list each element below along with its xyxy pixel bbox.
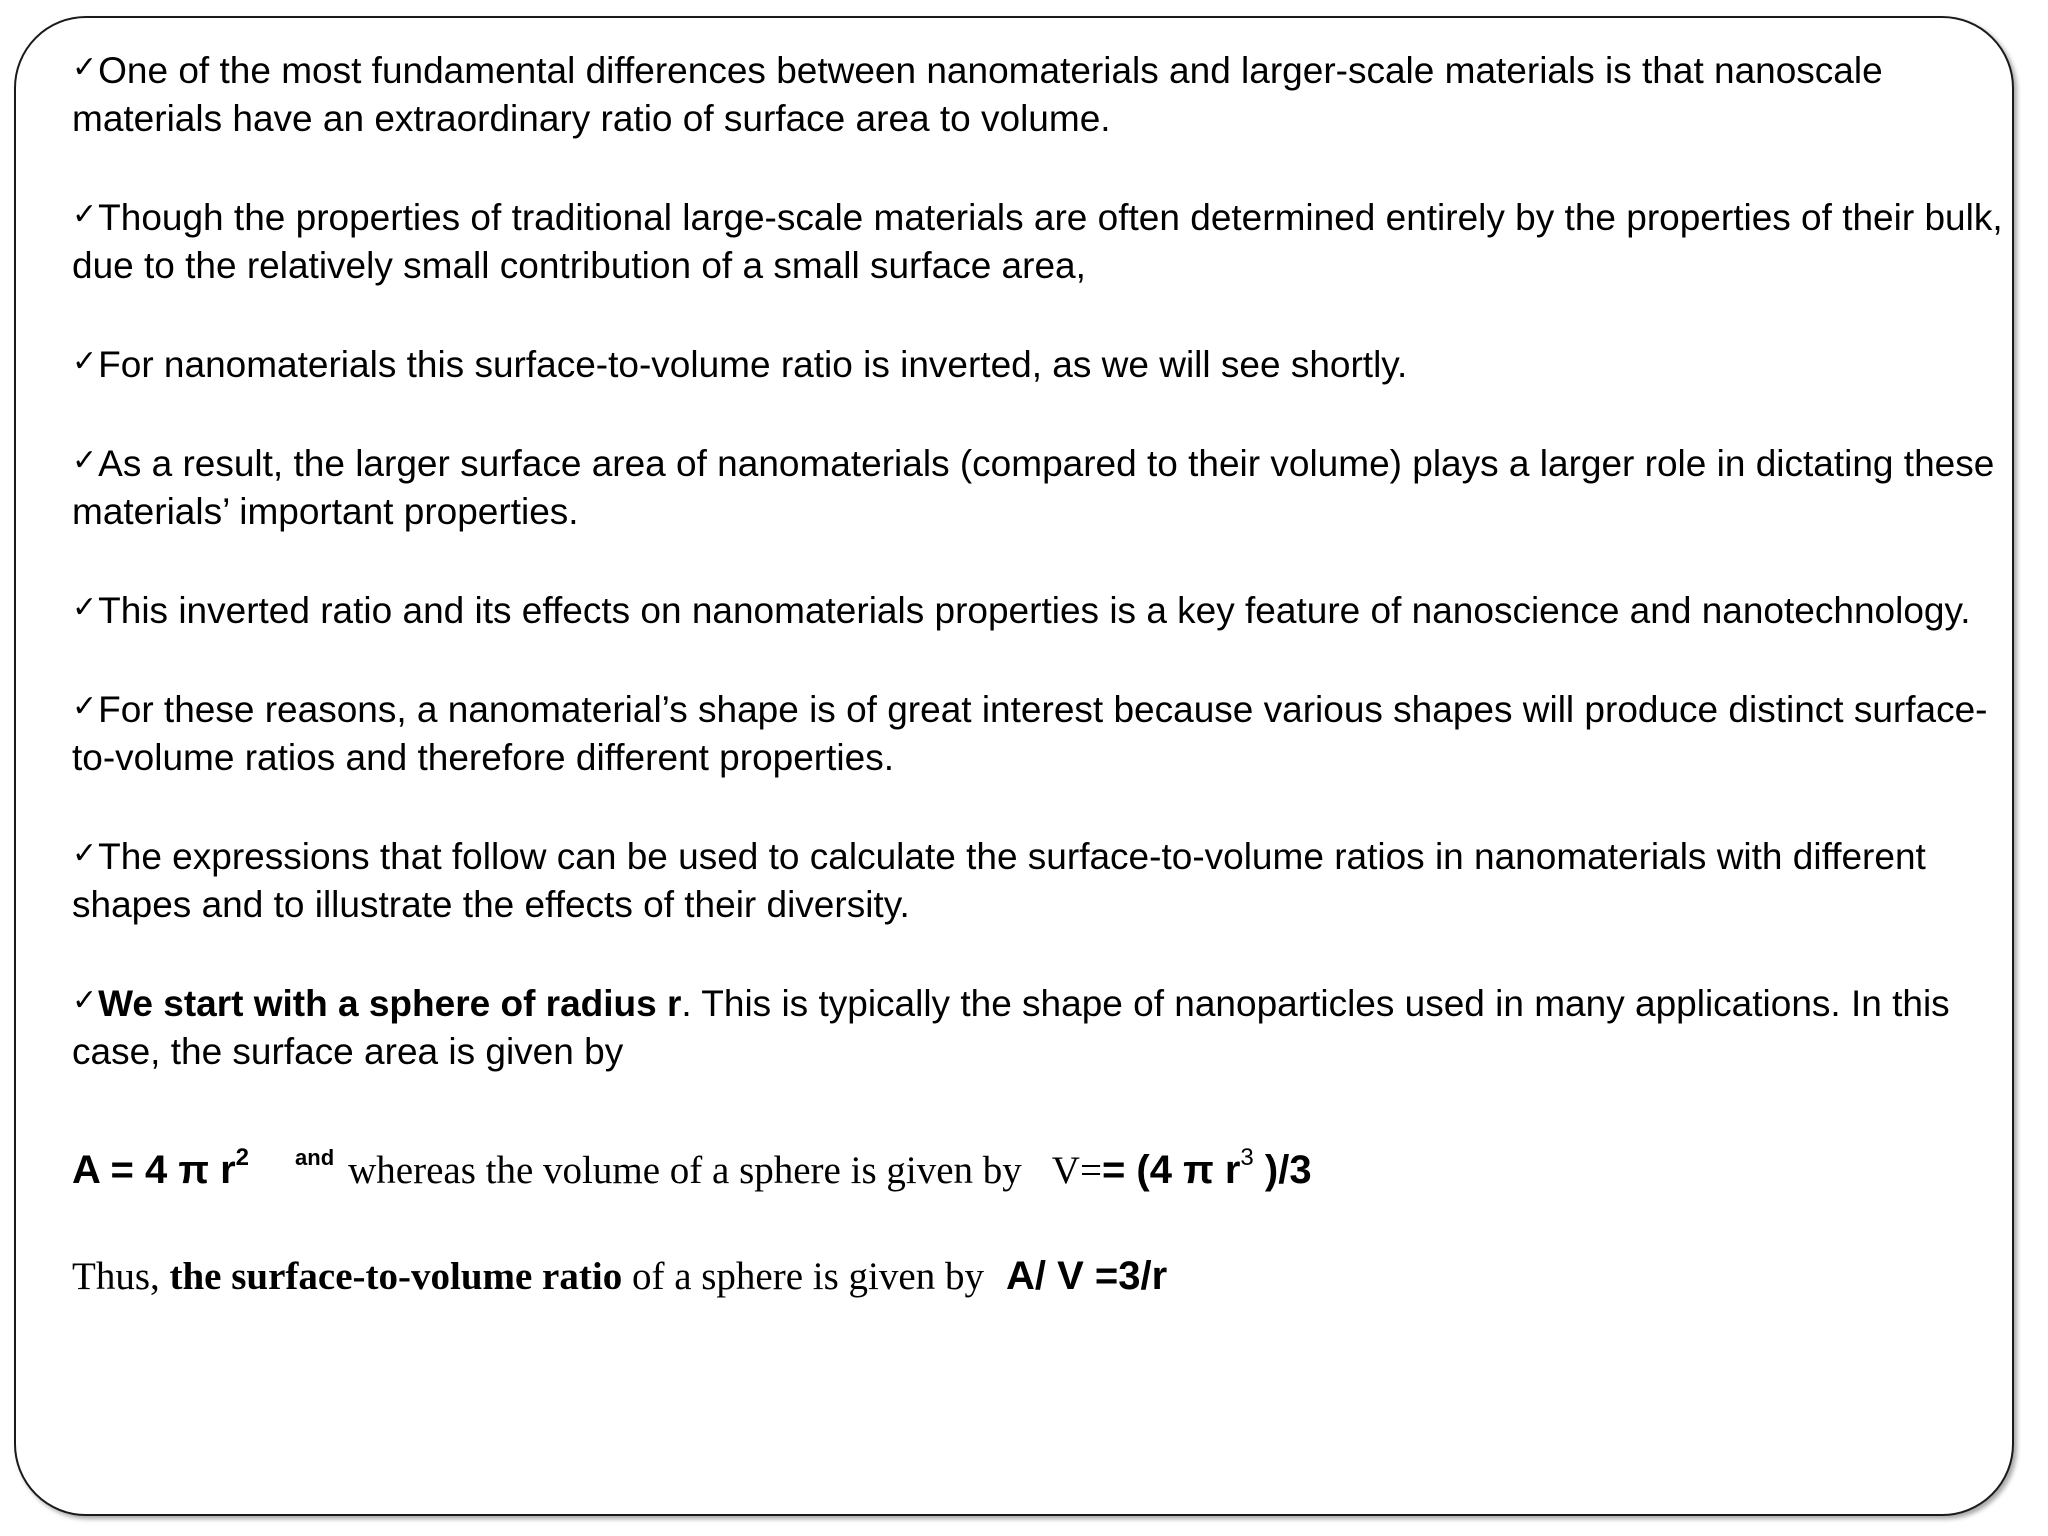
ratio-formula-line <box>72 1254 1167 1299</box>
area-exponent: 2 <box>235 1144 250 1171</box>
area-volume-formula-line <box>72 1144 1312 1193</box>
volume-description: whereas the volume of a sphere is given by <box>348 1149 1022 1192</box>
bullet-item <box>72 584 2012 635</box>
slide-content <box>72 44 2012 1124</box>
bullet-text: For these reasons, a nanomaterial’s shape is of great interest because various shapes will produce distinct surface-to-volume ratios and therefore different properties. <box>72 689 1988 778</box>
thus-label: Thus, <box>72 1255 170 1298</box>
checkmark-icon: ✓ <box>72 983 98 1018</box>
bullet-text: This inverted ratio and its effects on nanomaterials properties is a key feature of nanoscience and nanotechnology. <box>98 590 1971 631</box>
checkmark-icon: ✓ <box>72 836 98 871</box>
ratio-bold-phrase: the surface-to-volume ratio <box>169 1255 623 1298</box>
sphere-bold-phrase: We start with a sphere of radius r <box>98 983 682 1024</box>
ratio-description: of a sphere is given by <box>622 1255 984 1298</box>
volume-exponent: 3 <box>1240 1144 1254 1171</box>
bullet-item <box>72 44 2012 143</box>
sphere-bullet <box>72 977 2012 1076</box>
checkmark-icon: ✓ <box>72 689 98 724</box>
sphere-text: . This is typically the shape of nanoparticles used in many applications. In this case, the surface area is given by <box>72 983 1950 1072</box>
area-formula: A = 4 π r <box>72 1148 236 1192</box>
volume-formula-end: )/3 <box>1253 1148 1312 1192</box>
checkmark-icon: ✓ <box>72 197 98 232</box>
ratio-formula: A/ V =3/r <box>1005 1254 1168 1298</box>
bullet-text: For nanomaterials this surface-to-volume ratio is inverted, as we will see shortly. <box>98 344 1408 385</box>
bullet-text: Though the properties of traditional large-scale materials are often determined entirely by the properties of their bulk, due to the relatively small contribution of a small surface area, <box>72 197 2003 286</box>
checkmark-icon: ✓ <box>72 344 98 379</box>
bullet-text: As a result, the larger surface area of nanomaterials (compared to their volume) plays a larger role in dictating these materials’ important properties. <box>72 443 1995 532</box>
bullet-text: One of the most fundamental differences between nanomaterials and larger-scale materials is that nanoscale materials have an extraordinary ratio of surface area to volume. <box>72 50 1883 139</box>
bullet-item <box>72 437 2012 536</box>
volume-label: V= <box>1051 1149 1102 1192</box>
bullet-item <box>72 338 2012 389</box>
checkmark-icon: ✓ <box>72 50 98 85</box>
and-label: and <box>295 1145 335 1170</box>
volume-formula: = (4 π r <box>1101 1148 1241 1192</box>
bullet-text: The expressions that follow can be used to calculate the surface-to-volume ratios in nanomaterials with different shapes and to illustrate the effects of their diversity. <box>72 836 1926 925</box>
bullet-item <box>72 830 2012 929</box>
bullet-item <box>72 191 2012 290</box>
checkmark-icon: ✓ <box>72 590 98 625</box>
checkmark-icon: ✓ <box>72 443 98 478</box>
bullet-item <box>72 683 2012 782</box>
